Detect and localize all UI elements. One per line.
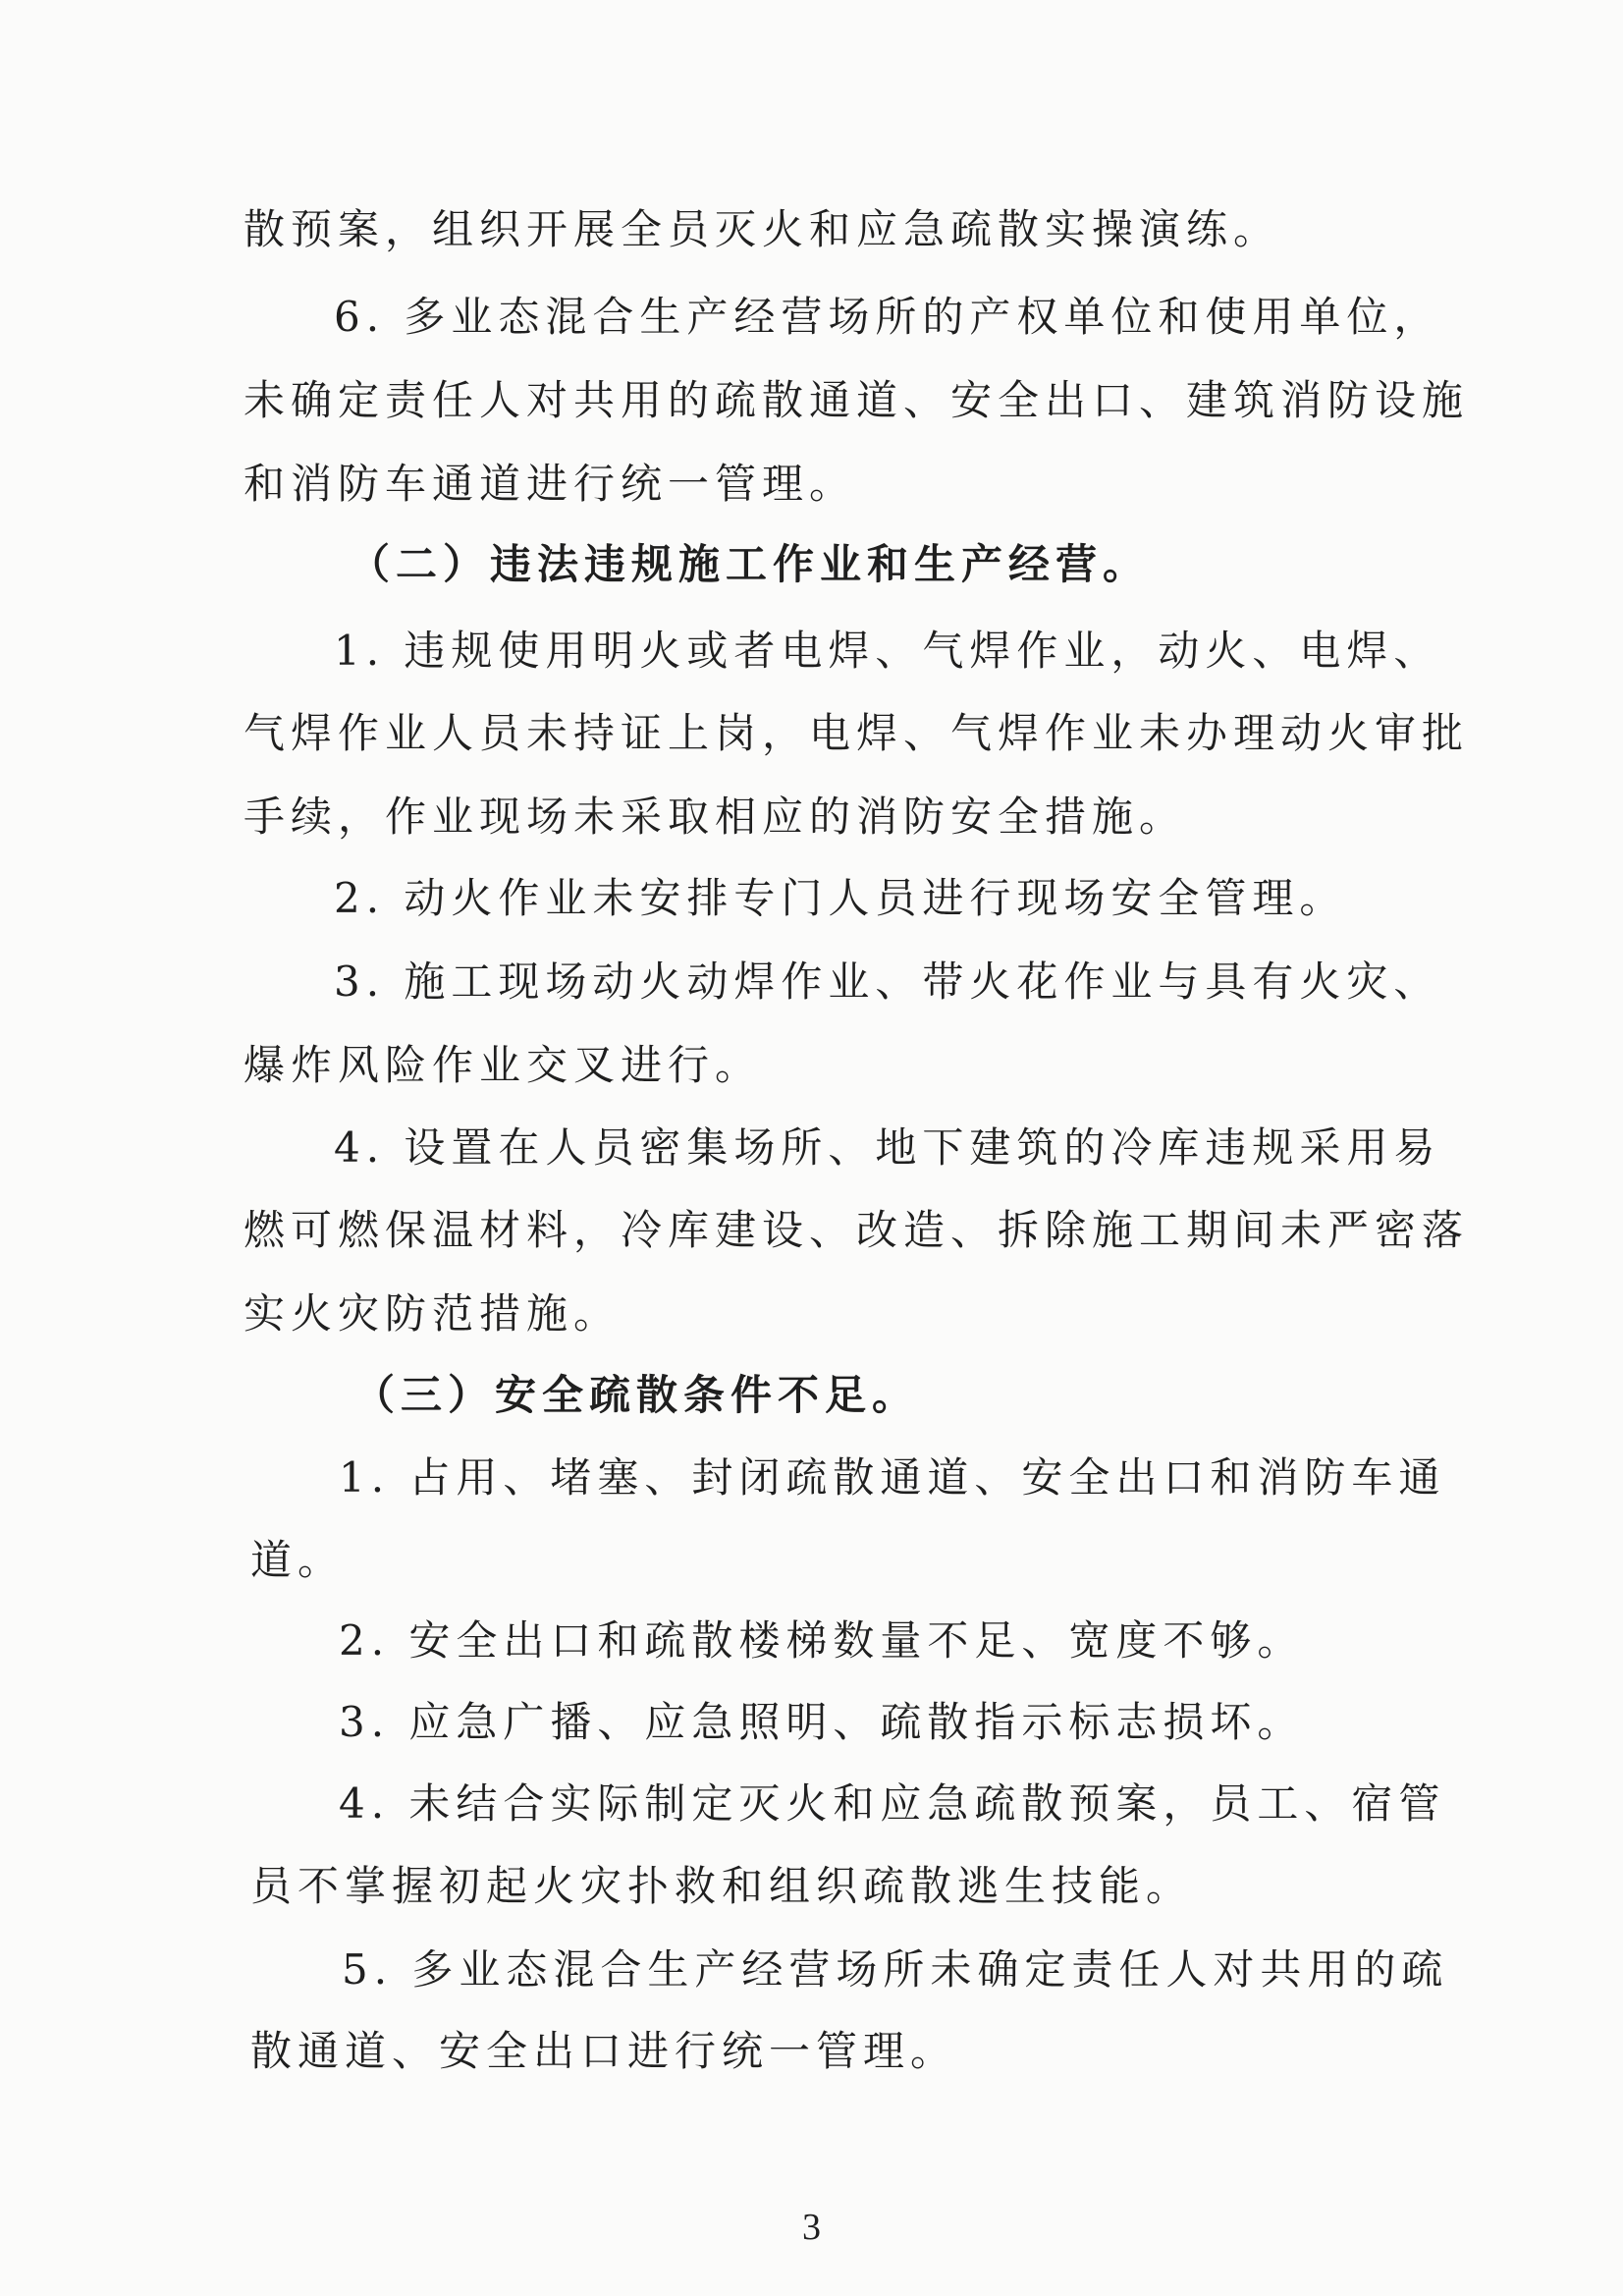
text-line: 3. 应急广播、应急照明、疏散指示标志损坏。 bbox=[339, 1698, 1305, 1746]
text-line: 手续，作业现场未采取相应的消防安全措施。 bbox=[243, 793, 1187, 841]
text-line: 5. 多业态混合生产经营场所未确定责任人对共用的疏 bbox=[342, 1945, 1449, 1994]
text-line: 3. 施工现场动火动焊作业、带火花作业与具有火灾、 bbox=[334, 957, 1441, 1006]
text-line: 4. 未结合实际制定灭火和应急疏散预案，员工、宿管 bbox=[339, 1779, 1446, 1828]
text-line: 6. 多业态混合生产经营场所的产权单位和使用单位， bbox=[334, 293, 1441, 341]
text-line: 爆炸风险作业交叉进行。 bbox=[243, 1041, 763, 1089]
text-line: 道。 bbox=[250, 1536, 346, 1584]
text-line: 2. 安全出口和疏散楼梯数量不足、宽度不够。 bbox=[339, 1616, 1305, 1665]
section-heading: （三）安全疏散条件不足。 bbox=[353, 1371, 920, 1419]
text-line: 4. 设置在人员密集场所、地下建筑的冷库违规采用易 bbox=[334, 1123, 1441, 1172]
text-line: 散通道、安全出口进行统一管理。 bbox=[250, 2027, 958, 2075]
text-line: 气焊作业人员未持证上岗，电焊、气焊作业未办理动火审批 bbox=[243, 709, 1470, 757]
text-line: 和消防车通道进行统一管理。 bbox=[243, 460, 857, 508]
text-line: 散预案，组织开展全员灭火和应急疏散实操演练。 bbox=[243, 205, 1281, 253]
text-line: 燃可燃保温材料，冷库建设、改造、拆除施工期间未严密落 bbox=[243, 1206, 1470, 1254]
section-heading: （二）违法违规施工作业和生产经营。 bbox=[349, 540, 1151, 588]
text-line: 1. 违规使用明火或者电焊、气焊作业，动火、电焊、 bbox=[334, 627, 1441, 675]
text-line: 未确定责任人对共用的疏散通道、安全出口、建筑消防设施 bbox=[243, 376, 1470, 424]
text-line: 员不掌握初起火灾扑救和组织疏散逃生技能。 bbox=[250, 1862, 1194, 1910]
page-number: 3 bbox=[802, 2207, 821, 2248]
text-line: 2. 动火作业未安排专门人员进行现场安全管理。 bbox=[334, 874, 1347, 922]
text-line: 实火灾防范措施。 bbox=[243, 1289, 622, 1338]
text-line: 1. 占用、堵塞、封闭疏散通道、安全出口和消防车通 bbox=[339, 1453, 1446, 1502]
